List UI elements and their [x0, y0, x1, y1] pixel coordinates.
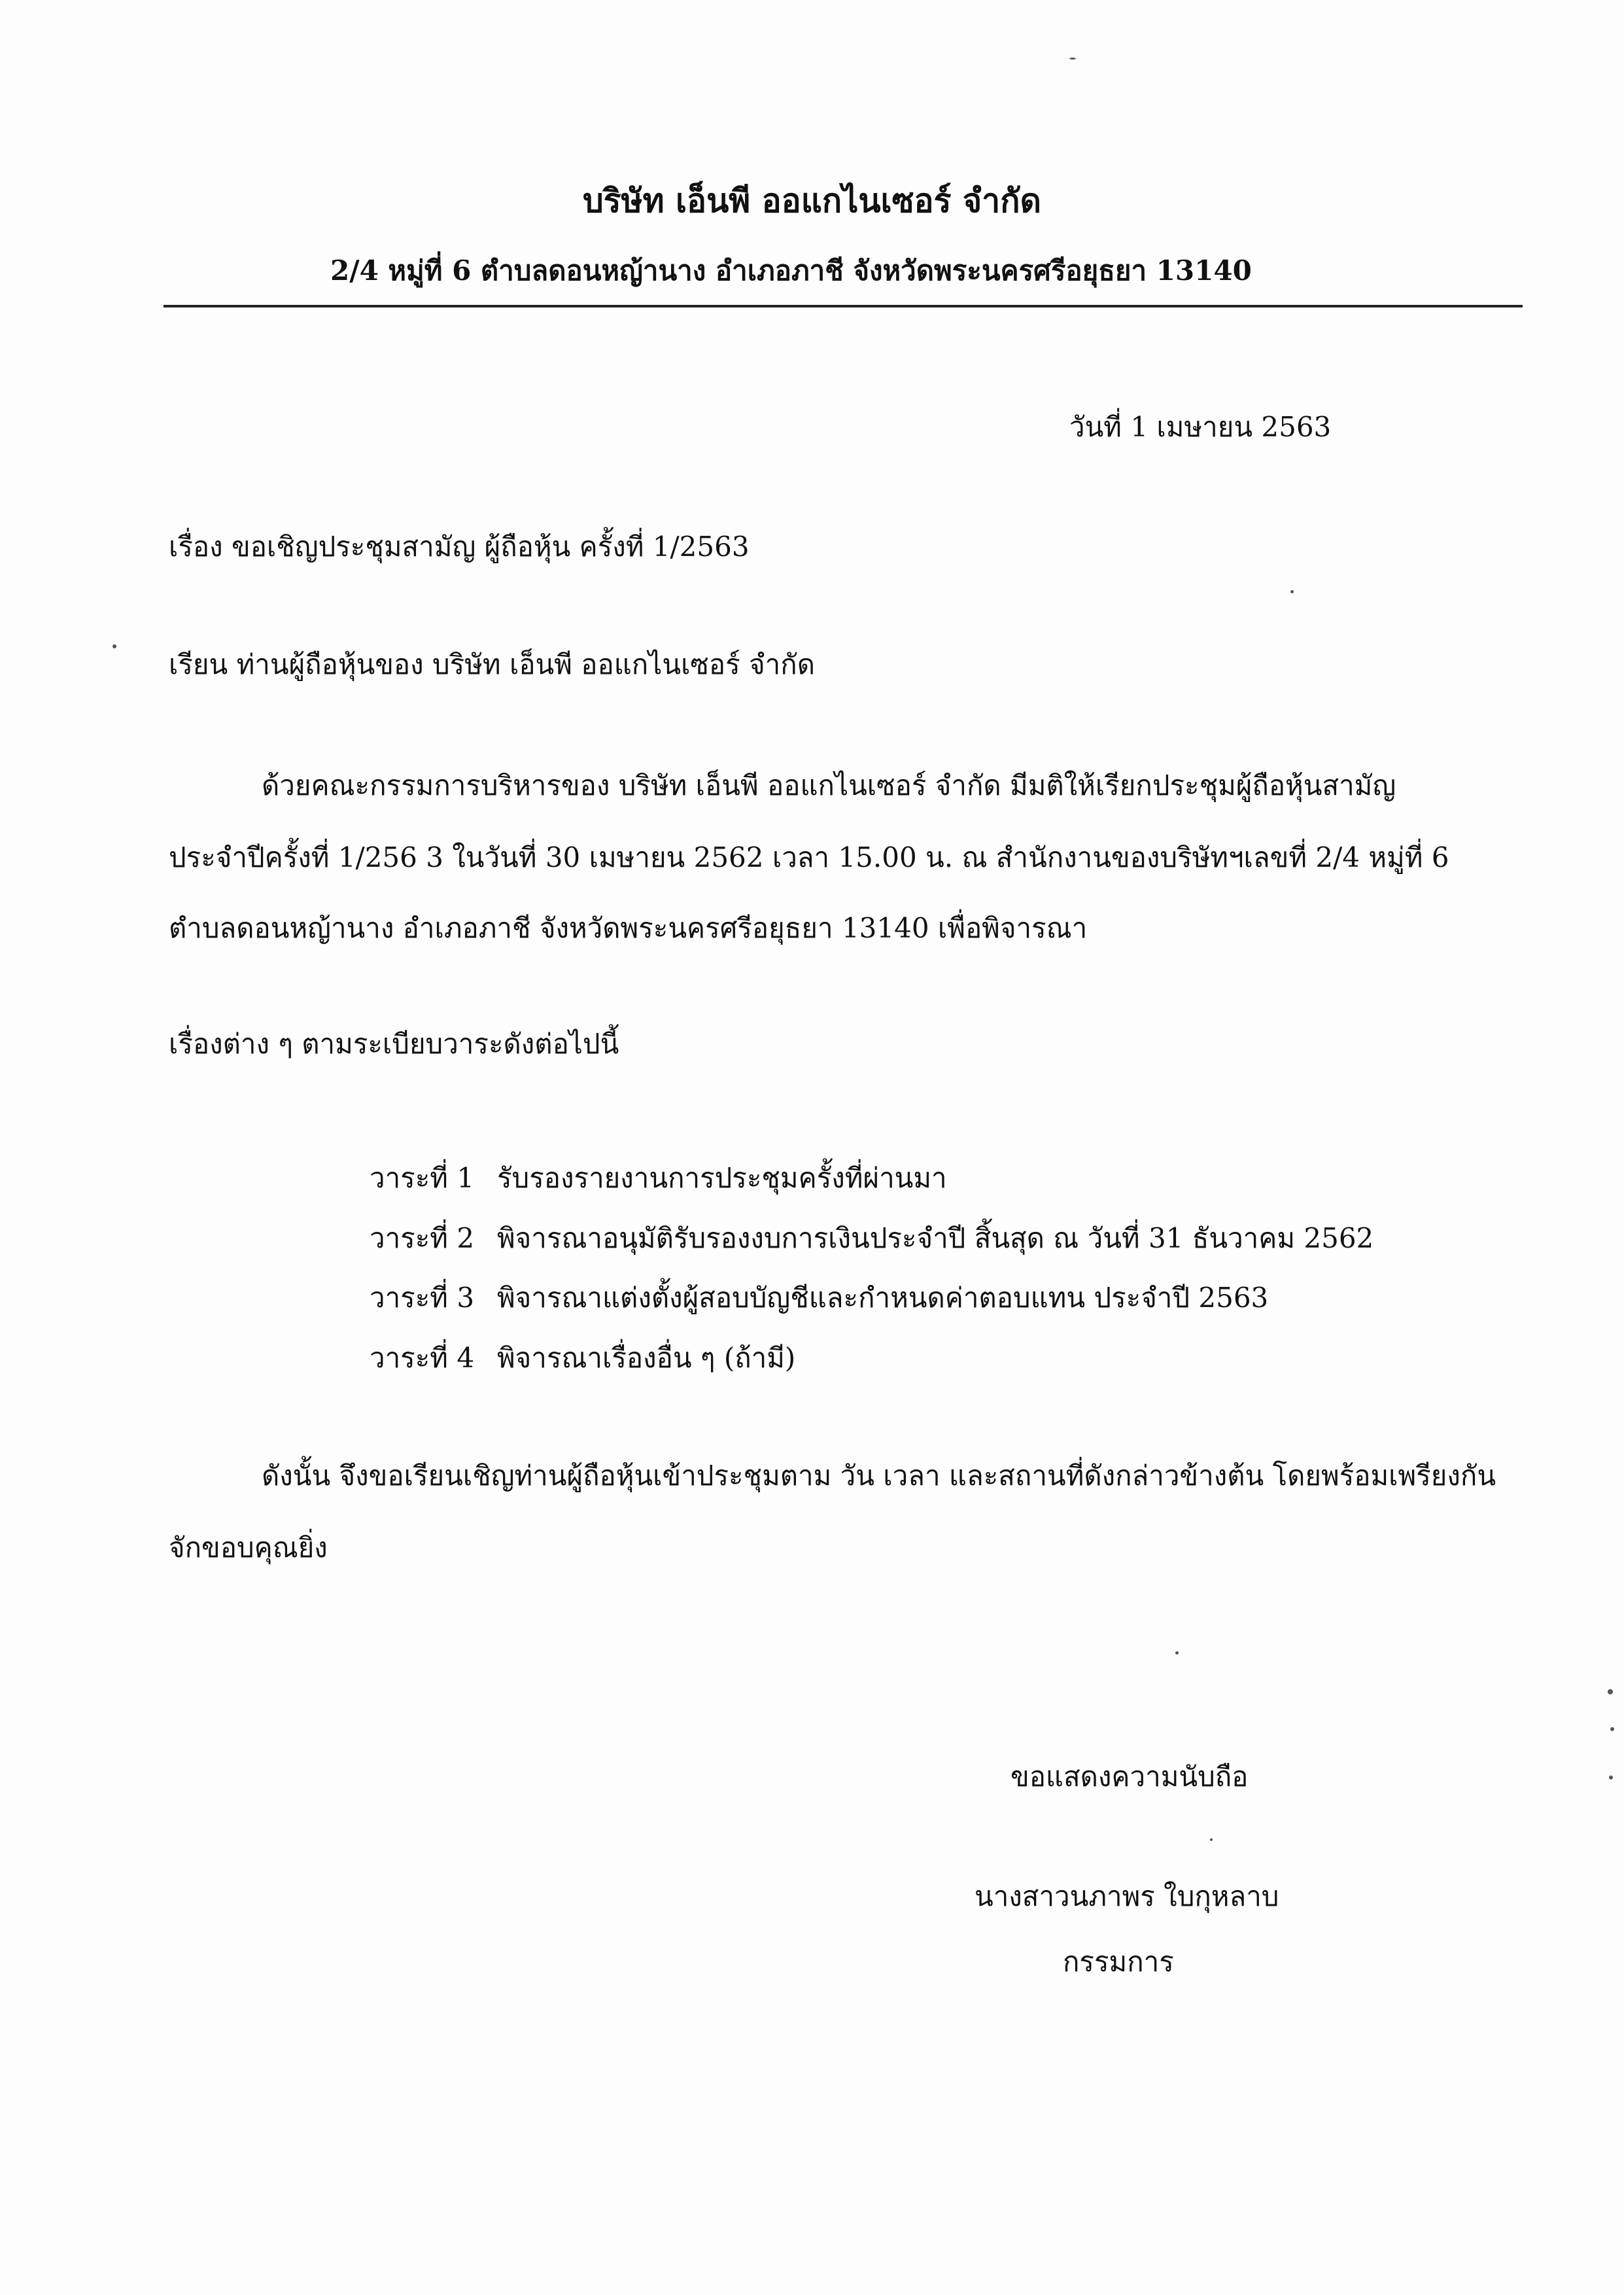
- company-address: 2/4 หมู่ที่ 6 ตำบลดอนหญ้านาง อำเภอภาชี จังหวัดพระนครศรีอยุธยา 13140: [330, 254, 1252, 287]
- scan-speck: [1610, 1727, 1614, 1731]
- agenda-item: [370, 1162, 947, 1194]
- agenda-number: วาระที่ 4: [370, 1342, 475, 1374]
- scan-speck: [1210, 1838, 1213, 1841]
- agenda-text: พิจารณาแต่งตั้งผู้สอบบัญชีและกำหนดค่าตอบแทน ประจำปี 2563: [497, 1282, 1269, 1314]
- agenda-text: พิจารณาอนุมัติรับรองงบการเงินประจำปี สิ้นสุด ณ วันที่ 31 ธันวาคม 2562: [497, 1222, 1374, 1254]
- company-name: บริษัท เอ็นพี ออแกไนเซอร์ จำกัด: [583, 181, 1041, 220]
- scan-speck: [1175, 1651, 1179, 1655]
- agenda-text: พิจารณาเรื่องอื่น ๆ (ถ้ามี): [497, 1342, 796, 1374]
- letter-date: วันที่ 1 เมษายน 2563: [1069, 411, 1332, 443]
- scan-speck: [1290, 590, 1294, 593]
- scan-speck: [112, 644, 116, 648]
- agenda-number: วาระที่ 1: [370, 1162, 475, 1194]
- body-line: ตำบลดอนหญ้านาง อำเภอภาชี จังหวัดพระนครศรีอยุธยา 13140 เพื่อพิจารณา: [169, 912, 1088, 944]
- scan-speck: [1609, 1776, 1613, 1779]
- signatory-title: กรรมการ: [1063, 1946, 1174, 1978]
- agenda-text: รับรองรายงานการประชุมครั้งที่ผ่านมา: [497, 1162, 947, 1194]
- agenda-item: [370, 1284, 1268, 1312]
- letter-subject: เรื่อง ขอเชิญประชุมสามัญ ผู้ถือหุ้น ครั้งที่ 1/2563: [169, 531, 750, 563]
- signatory-name: นางสาวนภาพร ใบกุหลาบ: [975, 1880, 1279, 1912]
- body-line: เรื่องต่าง ๆ ตามระเบียบวาระดังต่อไปนี้: [169, 1028, 619, 1060]
- letter-recipient: เรียน ท่านผู้ถือหุ้นของ บริษัท เอ็นพี ออแกไนเซอร์ จำกัด: [169, 648, 815, 680]
- closing-salutation: ขอแสดงความนับถือ: [1011, 1761, 1249, 1793]
- letterhead-divider: [164, 305, 1523, 307]
- agenda-item: [370, 1344, 795, 1372]
- scan-speck: [1608, 1689, 1613, 1694]
- body-line: ประจำปีครั้งที่ 1/256 3 ในวันที่ 30 เมษายน 2562 เวลา 15.00 น. ณ สำนักงานของบริษัทฯเลขที่ 2/4 หมู่ที่ 6: [169, 841, 1449, 873]
- scan-speck: [1069, 58, 1076, 60]
- agenda-item: [370, 1222, 1374, 1254]
- body-line: ด้วยคณะกรรมการบริหารของ บริษัท เอ็นพี ออแกไนเซอร์ จำกัด มีมติให้เรียกประชุมผู้ถือหุ้นสามัญ: [262, 769, 1396, 801]
- conclusion-line: จักขอบคุณยิ่ง: [169, 1532, 328, 1564]
- agenda-number: วาระที่ 3: [370, 1282, 475, 1314]
- agenda-number: วาระที่ 2: [370, 1222, 475, 1254]
- conclusion-line: ดังนั้น จึงขอเรียนเชิญท่านผู้ถือหุ้นเข้าประชุมตาม วัน เวลา และสถานที่ดังกล่าวข้างต้น โดยพร้อมเพรียงกัน: [262, 1460, 1496, 1492]
